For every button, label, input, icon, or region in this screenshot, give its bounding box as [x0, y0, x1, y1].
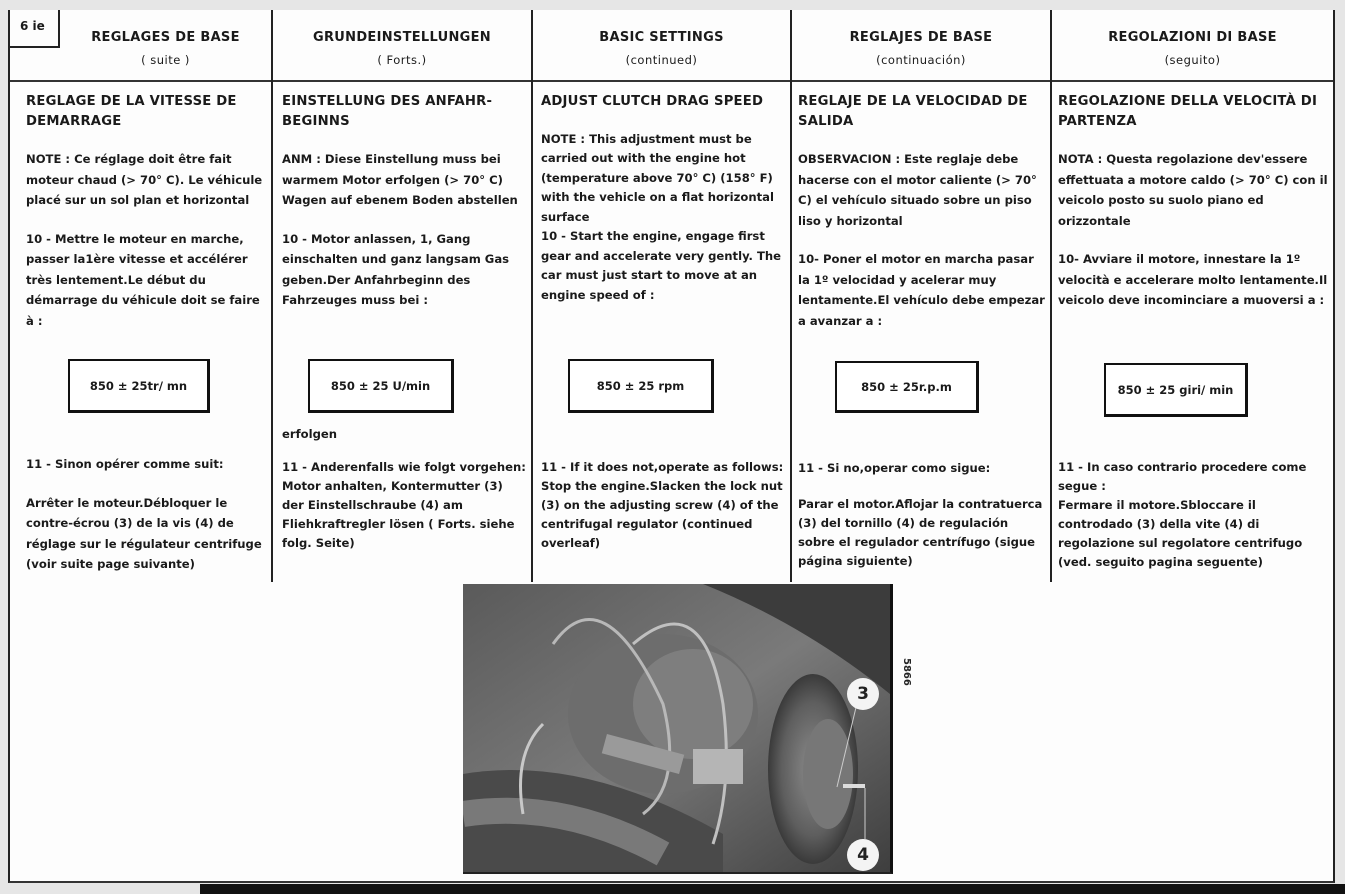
column-divider: [271, 10, 273, 582]
column-header-fr: [60, 10, 271, 80]
step-10-text: 10 - Start the engine, engage first gear and accelerate very gently. The car must just start to move at an engine speed of :: [541, 229, 782, 302]
header-subtitle: ( Forts.): [377, 53, 427, 67]
step-11-block: [26, 454, 266, 575]
header-divider: [10, 80, 1333, 82]
note-text: OBSERVACION : Este reglaje debe hacerse con el motor caliente (> 70° C) el vehículo situado sobre un piso liso y horizontal: [798, 152, 1037, 228]
header-title: REGLAGES DE BASE: [91, 30, 240, 45]
step-10-text: 10 - Motor anlassen, 1, Gang einschalten und ganz langsam Gas geben.Der Anfahrbeginn des Fahrzeuges muss bei :: [282, 231, 510, 307]
header-title: GRUNDEINSTELLUNGEN: [313, 30, 491, 45]
note-text: NOTA : Questa regolazione dev'essere effettuata a motore caldo (> 70° C) con il veicolo posto su suolo piano ed orizzontale: [1058, 152, 1328, 228]
engine-photo-illustration: [463, 584, 890, 872]
column-body-fr: [26, 92, 266, 331]
step-11-body: Parar el motor.Aflojar la contratuerca (3) del tornillo (4) de regulación sobre el regulador centrífugo (sigue página siguiente): [798, 496, 1043, 568]
section-title: REGLAGE DE LA VITESSE DE DEMARRAGE: [26, 94, 237, 129]
page-number: 6 ie: [10, 10, 60, 48]
column-divider: [1050, 10, 1052, 582]
column-divider: [790, 10, 792, 582]
header-title: BASIC SETTINGS: [599, 30, 724, 45]
after-spec-text: erfolgen: [282, 427, 337, 441]
engine-photo: [463, 584, 893, 874]
step-11-block: [1058, 458, 1330, 572]
bottom-bar: [200, 884, 1345, 894]
step-10-text: 10- Poner el motor en marcha pasar la 1º velocidad y acelerar muy lentamente.El vehículo debe empezar a avanzar a :: [798, 252, 1045, 328]
column-header-es: [792, 10, 1050, 80]
speed-spec-box: 850 ± 25 rpm: [568, 359, 714, 413]
callout-4: 4: [847, 839, 879, 871]
column-header-de: [273, 10, 531, 80]
speed-spec-box: 850 ± 25tr/ mn: [68, 359, 210, 413]
note-text: NOTE : This adjustment must be carried out with the engine hot (temperature above 70° C) (158° F) with the vehicle on a flat horizontal surface: [541, 131, 774, 224]
note-text: NOTE : Ce réglage doit être fait moteur chaud (> 70° C). Le véhicule placé sur un sol plan et horizontal: [26, 152, 263, 207]
header-subtitle: (continued): [625, 53, 698, 67]
step-11-text: 11 - If it does not,operate as follows:: [541, 460, 784, 474]
speed-spec-box: 850 ± 25r.p.m: [835, 361, 979, 413]
header-subtitle: (seguito): [1164, 53, 1221, 67]
step-11-body: Arrêter le moteur.Débloquer le contre-écrou (3) de la vis (4) de réglage sur le régulateur centrifuge (voir suite page suivante): [26, 495, 262, 571]
note-text: ANM : Diese Einstellung muss bei warmem Motor erfolgen (> 70° C) Wagen auf ebenem Boden abstellen: [282, 152, 518, 207]
step-11-block: [541, 458, 787, 553]
figure-number: 5866: [901, 658, 912, 686]
step-11-body: Fermare il motore.Sbloccare il controdado (3) della vite (4) di regolazione sul regolatore centrifugo (ved. seguito pagina seguente): [1058, 498, 1303, 569]
speed-spec-box: 850 ± 25 giri/ min: [1104, 363, 1248, 417]
step-10-text: 10- Avviare il motore, innestare la 1º velocità e accelerare molto lentamente.Il veicolo deve incominciare a muoversi a :: [1058, 252, 1328, 307]
header-title: REGLAJES DE BASE: [849, 30, 993, 45]
section-title: ADJUST CLUTCH DRAG SPEED: [541, 94, 764, 109]
section-title: REGOLAZIONE DELLA VELOCITÀ DI PARTENZA: [1058, 94, 1318, 129]
callout-3: 3: [847, 678, 879, 710]
step-11-text: 11 - Si no,operar como sigue:: [798, 461, 991, 475]
step-10-text: 10 - Mettre le moteur en marche, passer la1ère vitesse et accélérer très lentement.Le début du démarrage du véhicule doit se faire à :: [26, 231, 260, 328]
header-subtitle: (continuación): [876, 53, 966, 67]
manual-page: [8, 10, 1335, 883]
step-11-block: [798, 458, 1046, 571]
step-11-block: [282, 458, 526, 553]
step-11-text: 11 - In caso contrario procedere come segue :: [1058, 460, 1307, 493]
section-title: EINSTELLUNG DES ANFAHR-BEGINNS: [282, 94, 493, 129]
column-body-es: [798, 92, 1046, 331]
header-subtitle: ( suite ): [141, 53, 190, 67]
column-header-en: [533, 10, 790, 80]
step-11-text: 11 - Anderenfalls wie folgt vorgehen:: [282, 460, 526, 474]
step-11-body: Stop the engine.Slacken the lock nut (3) on the adjusting screw (4) of the centrifugal regulator (continued overleaf): [541, 479, 783, 550]
column-body-de: [282, 92, 526, 311]
step-11-body: Motor anhalten, Kontermutter (3) der Einstellschraube (4) am Fliehkraftregler lösen ( Forts. siehe folg. Seite): [282, 479, 515, 550]
column-header-it: [1052, 10, 1333, 80]
section-title: REGLAJE DE LA VELOCIDAD DE SALIDA: [798, 94, 1028, 129]
speed-spec-box: 850 ± 25 U/min: [308, 359, 454, 413]
step-11-text: 11 - Sinon opérer comme suit:: [26, 457, 224, 471]
column-body-en: [541, 92, 787, 305]
column-divider: [531, 10, 533, 582]
header-title: REGOLAZIONI DI BASE: [1108, 30, 1277, 45]
column-body-it: [1058, 92, 1330, 311]
